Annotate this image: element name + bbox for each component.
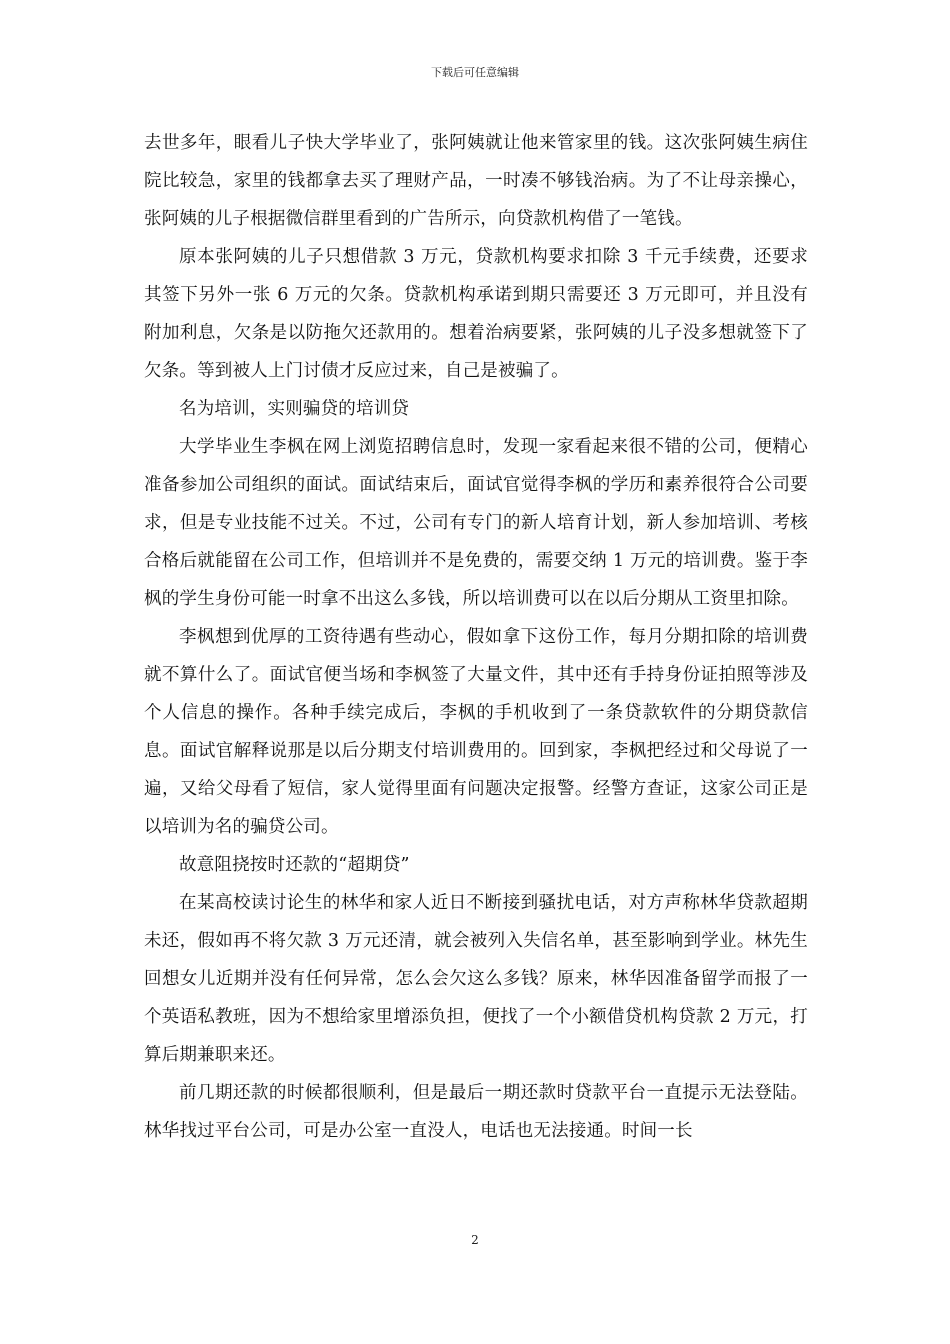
paragraph-continuation: 去世多年，眼看儿子快大学毕业了，张阿姨就让他来管家里的钱。这次张阿姨生病住院比较急，家里的钱都拿去买了理财产品，一时凑不够钱治病。为了不让母亲操心，张阿姨的儿子根据微信群里看到的广告所示，向贷款机构借了一笔钱。 — [144, 133, 808, 229]
page-header: 下载后可任意编辑 — [431, 66, 519, 79]
paragraph: 大学毕业生李枫在网上浏览招聘信息时，发现一家看起来很不错的公司，便精心准备参加公司组织的面试。面试结束后，面试官觉得李枫的学历和素养很符合公司要求，但是专业技能不过关。不过，公司有专门的新人培育计划，新人参加培训、考核合格后就能留在公司工作，但培训并不是免费的，需要交纳 1 万元的培训费。鉴于李枫的学生身份可能一时拿不出这么多钱，所以培训费可以在以后分期从工资里扣除。 — [144, 437, 808, 609]
paragraph: 李枫想到优厚的工资待遇有些动心，假如拿下这份工作，每月分期扣除的培训费就不算什么了。面试官便当场和李枫签了大量文件，其中还有手持身份证拍照等涉及个人信息的操作。各种手续完成后，李枫的手机收到了一条贷款软件的分期贷款信息。面试官解释说那是以后分期支付培训费用的。回到家，李枫把经过和父母说了一遍，又给父母看了短信，家人觉得里面有问题决定报警。经警方查证，这家公司正是以培训为名的骗贷公司。 — [144, 627, 808, 837]
paragraph: 前几期还款的时候都很顺利，但是最后一期还款时贷款平台一直提示无法登陆。林华找过平台公司，可是办公室一直没人，电话也无法接通。时间一长 — [144, 1083, 808, 1141]
paragraph: 在某高校读讨论生的林华和家人近日不断接到骚扰电话，对方声称林华贷款超期未还，假如再不将欠款 3 万元还清，就会被列入失信名单，甚至影响到学业。林先生回想女儿近期并没有任何异常，怎么会欠这么多钱？原来，林华因准备留学而报了一个英语私教班，因为不想给家里增添负担，便找了一个小额借贷机构贷款 2 万元，打算后期兼职来还。 — [144, 893, 808, 1065]
document-body — [144, 124, 808, 1150]
section-heading: 名为培训，实则骗贷的培训贷 — [179, 399, 410, 419]
paragraph: 原本张阿姨的儿子只想借款 3 万元，贷款机构要求扣除 3 千元手续费，还要求其签下另外一张 6 万元的欠条。贷款机构承诺到期只需要还 3 万元即可，并且没有附加利息，欠条是以防拖欠还款用的。想着治病要紧，张阿姨的儿子没多想就签下了欠条。等到被人上门讨债才反应过来，自己是被骗了。 — [144, 247, 808, 381]
section-heading: 故意阻挠按时还款的“超期贷” — [179, 855, 410, 875]
page-number: 2 — [471, 1233, 479, 1247]
